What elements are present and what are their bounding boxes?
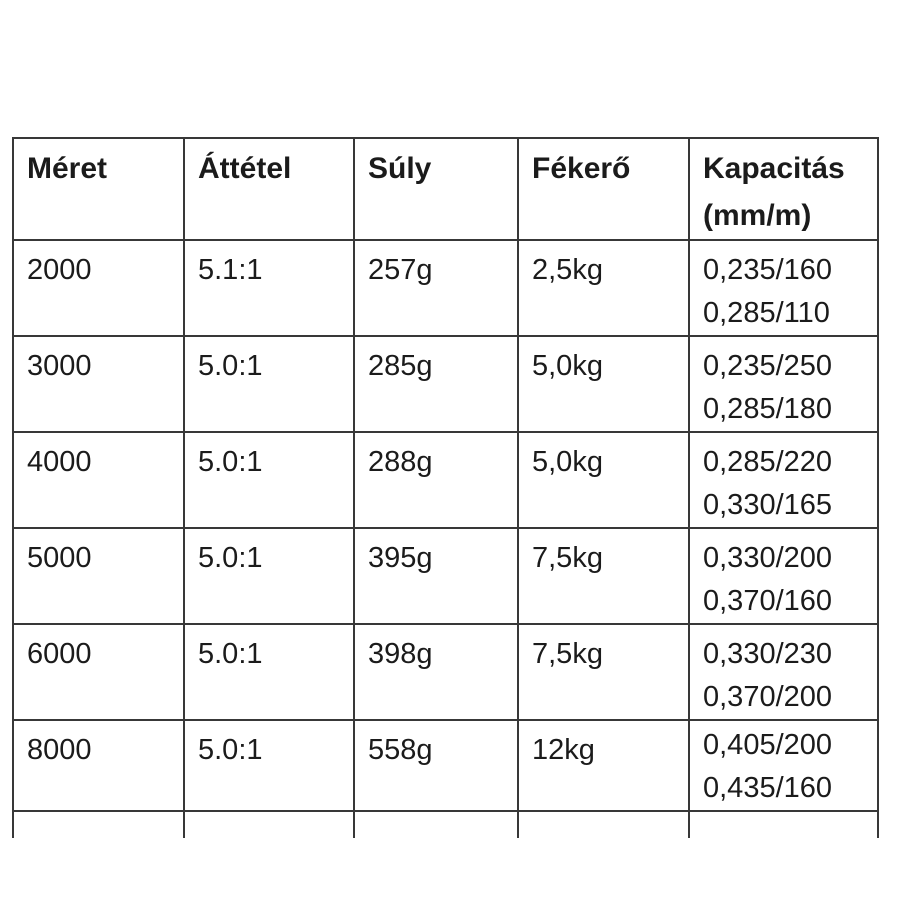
cell-fekero: 7,5kg	[518, 624, 689, 720]
table-row-8000	[13, 720, 878, 811]
table-row-5000	[13, 528, 878, 624]
kapacitas-line2: 0,435/160	[703, 772, 833, 804]
cell-meret: 2000	[13, 240, 184, 336]
cell-attetel: 5.0:1	[184, 432, 354, 528]
cell-suly: 558g	[354, 720, 518, 811]
cell-fekero: 5,0kg	[518, 336, 689, 432]
cell-kapacitas	[689, 720, 878, 811]
cell-kapacitas	[689, 432, 878, 528]
cell-meret: 5000	[13, 528, 184, 624]
empty-cell	[518, 811, 689, 838]
cell-kapacitas	[689, 336, 878, 432]
kapacitas-line2: 0,370/200	[703, 681, 833, 713]
cell-attetel: 5.0:1	[184, 720, 354, 811]
table-row-4000	[13, 432, 878, 528]
kapacitas-line1: 0,330/200	[703, 542, 833, 574]
cell-suly: 395g	[354, 528, 518, 624]
empty-cell	[354, 811, 518, 838]
kapacitas-line2: 0,370/160	[703, 585, 833, 617]
empty-cell	[184, 811, 354, 838]
cell-suly: 398g	[354, 624, 518, 720]
cell-meret: 3000	[13, 336, 184, 432]
cell-suly: 288g	[354, 432, 518, 528]
kapacitas-line1: 0,285/220	[703, 446, 833, 478]
kapacitas-line2: 0,285/110	[703, 297, 830, 329]
cell-fekero: 2,5kg	[518, 240, 689, 336]
cell-kapacitas	[689, 528, 878, 624]
cell-kapacitas	[689, 240, 878, 336]
cell-meret: 6000	[13, 624, 184, 720]
empty-cell	[13, 811, 184, 838]
kapacitas-line1: 0,330/230	[703, 638, 833, 670]
cell-attetel: 5.0:1	[184, 336, 354, 432]
header-cell-suly: Súly	[354, 138, 518, 240]
table-row-3000	[13, 336, 878, 432]
cell-attetel: 5.1:1	[184, 240, 354, 336]
cell-attetel: 5.0:1	[184, 528, 354, 624]
spec-table	[12, 137, 879, 838]
kapacitas-line1: 0,405/200	[703, 729, 833, 761]
header-cell-fekero: Fékerő	[518, 138, 689, 240]
cell-fekero: 7,5kg	[518, 528, 689, 624]
cell-meret: 8000	[13, 720, 184, 811]
kapacitas-line2: 0,285/180	[703, 393, 833, 425]
kapacitas-line1: 0,235/160	[703, 254, 833, 286]
table-row-6000	[13, 624, 878, 720]
cell-kapacitas	[689, 624, 878, 720]
cell-fekero: 5,0kg	[518, 432, 689, 528]
header-cell-kapacitas	[689, 138, 878, 240]
kapacitas-line1: 0,235/250	[703, 350, 833, 382]
table-row-2000	[13, 240, 878, 336]
header-kapacitas-line1: Kapacitás	[703, 152, 845, 185]
table-header-row	[13, 138, 878, 240]
header-cell-attetel: Áttétel	[184, 138, 354, 240]
cell-attetel: 5.0:1	[184, 624, 354, 720]
cell-fekero: 12kg	[518, 720, 689, 811]
cell-meret: 4000	[13, 432, 184, 528]
kapacitas-line2: 0,330/165	[703, 489, 833, 521]
header-kapacitas-line2: (mm/m)	[703, 199, 812, 232]
empty-cell	[689, 811, 878, 838]
clipped-empty-row	[13, 811, 878, 838]
header-cell-meret: Méret	[13, 138, 184, 240]
cell-suly: 285g	[354, 336, 518, 432]
cell-suly: 257g	[354, 240, 518, 336]
